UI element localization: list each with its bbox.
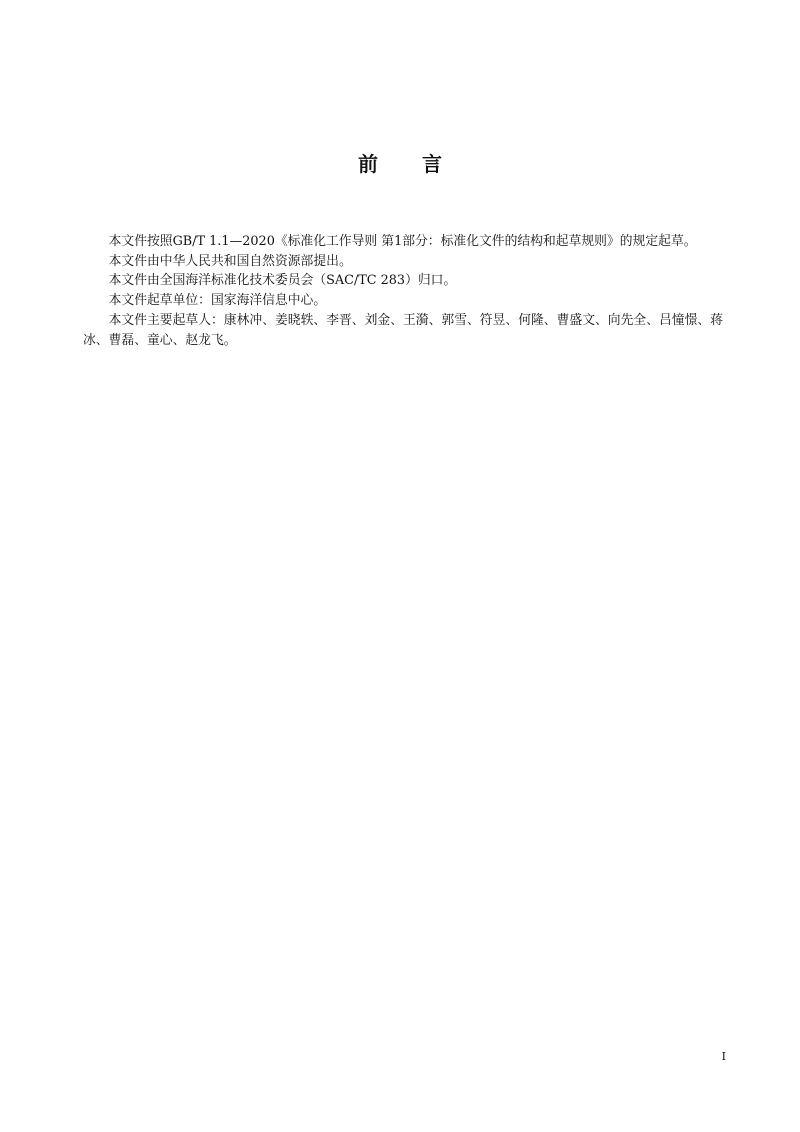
paragraph-drafting-rules: 本文件按照GB/T 1.1—2020《标准化工作导则 第1部分：标准化文件的结构和起草规则》的规定起草。: [108, 234, 697, 249]
page-number: I: [721, 1050, 726, 1063]
paragraph-drafters: 本文件主要起草人：康林冲、姜晓轶、李晋、刘金、王漪、郭雪、符昱、何隆、曹盛文、向先全、吕憧憬、蒋冰、曹磊、童心、赵龙飞。: [83, 312, 723, 348]
paragraph-drafting-unit: 本文件起草单位：国家海洋信息中心。: [108, 293, 327, 309]
paragraph-committee: 本文件由全国海洋标准化技术委员会（SAC/TC 283）归口。: [108, 273, 457, 289]
paragraph-proposer: 本文件由中华人民共和国自然资源部提出。: [108, 253, 352, 269]
page-title: 前言: [358, 152, 486, 176]
foreword-body: [83, 232, 723, 350]
